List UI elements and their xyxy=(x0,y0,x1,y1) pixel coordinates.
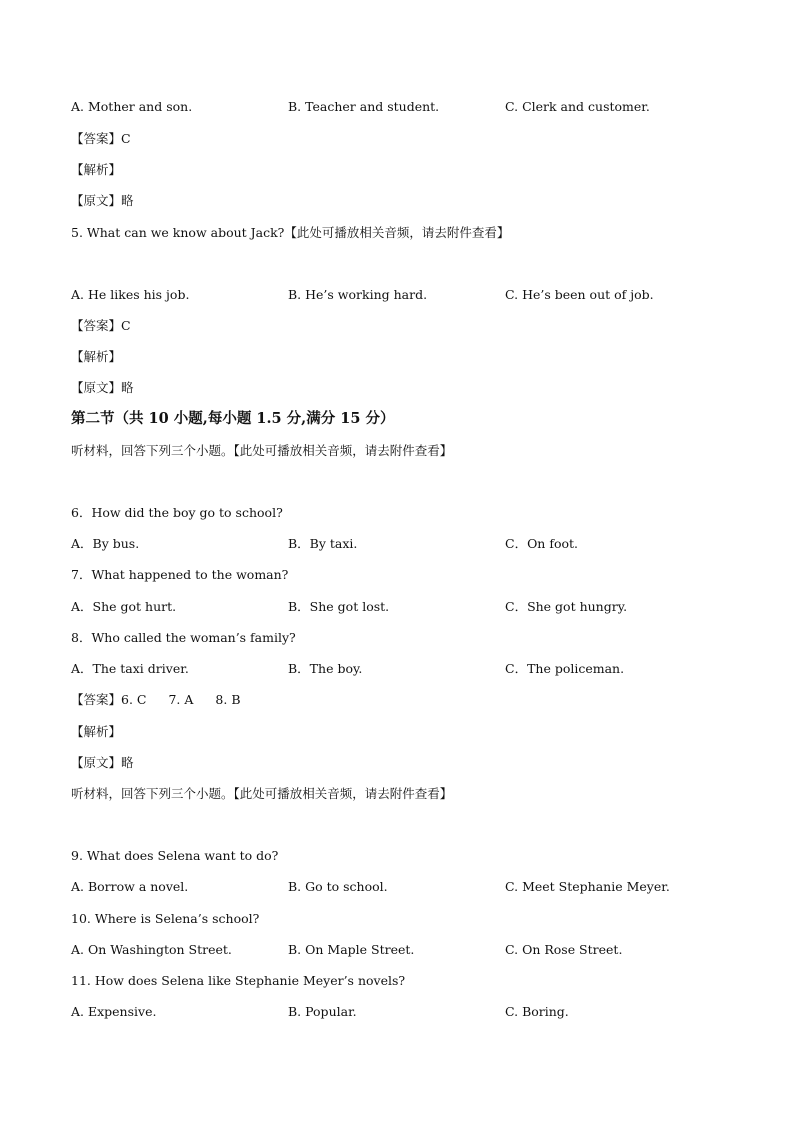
q7-question: 7．What happened to the woman? xyxy=(71,567,289,582)
q8-option-a: A．The taxi driver. xyxy=(71,661,189,676)
q9-question: 9. What does Selena want to do? xyxy=(71,848,279,863)
q4-original: 【原文】略 xyxy=(71,193,134,208)
q5-option-a: A. He likes his job. xyxy=(71,287,190,302)
q7-option-b: B．She got lost. xyxy=(288,599,390,614)
q6-question: 6．How did the boy go to school? xyxy=(71,505,283,520)
q4-answer: 【答案】C xyxy=(71,131,131,146)
q5-answer: 【答案】C xyxy=(71,318,131,333)
q7-option-a: A．She got hurt. xyxy=(71,599,177,614)
q5-option-b: B. He’s working hard. xyxy=(288,287,428,302)
q8-option-c: C．The policeman. xyxy=(505,661,625,676)
q11-option-b: B. Popular. xyxy=(288,1004,357,1019)
q4-option-a: A. Mother and son. xyxy=(71,99,193,114)
q5-option-c: C. He’s been out of job. xyxy=(505,287,654,302)
q5-original: 【原文】略 xyxy=(71,380,134,395)
q6-8-original: 【原文】略 xyxy=(71,755,134,770)
q9-option-a: A. Borrow a novel. xyxy=(71,879,189,894)
q4-analysis: 【解析】 xyxy=(71,162,122,177)
q8-question: 8．Who called the woman’s family? xyxy=(71,630,296,645)
q4-option-c: C. Clerk and customer. xyxy=(505,99,650,114)
q8-option-b: B．The boy. xyxy=(288,661,363,676)
q5-question: 5. What can we know about Jack?【此处可播放相关音频，请去附件查看】 xyxy=(71,225,510,240)
q5-analysis: 【解析】 xyxy=(71,349,122,364)
q9-option-b: B. Go to school. xyxy=(288,879,388,894)
q11-option-a: A. Expensive. xyxy=(71,1004,157,1019)
q10-option-c: C. On Rose Street. xyxy=(505,942,623,957)
q6-option-b: B．By taxi. xyxy=(288,536,358,551)
q6-8-analysis: 【解析】 xyxy=(71,724,122,739)
answer-8: 8. B xyxy=(215,692,241,707)
q7-option-c: C．She got hungry. xyxy=(505,599,628,614)
answer-label: 【答案】 xyxy=(71,692,122,707)
section2-intro-2: 听材料，回答下列三个小题。【此处可播放相关音频，请去附件查看】 xyxy=(71,786,453,801)
q6-option-a: A．By bus. xyxy=(71,536,140,551)
q10-option-b: B. On Maple Street. xyxy=(288,942,415,957)
q11-option-c: C. Boring. xyxy=(505,1004,569,1019)
q11-question: 11. How does Selena like Stephanie Meyer’s novels? xyxy=(71,973,406,988)
answer-7: 7. A xyxy=(168,692,194,707)
q4-option-b: B. Teacher and student. xyxy=(288,99,440,114)
q6-8-answers xyxy=(71,692,241,708)
q10-question: 10. Where is Selena’s school? xyxy=(71,911,260,926)
answer-6: 6. C xyxy=(121,692,147,707)
section2-intro-1: 听材料，回答下列三个小题。【此处可播放相关音频，请去附件查看】 xyxy=(71,443,453,458)
q9-option-c: C. Meet Stephanie Meyer. xyxy=(505,879,670,894)
q6-option-c: C．On foot. xyxy=(505,536,579,551)
q10-option-a: A. On Washington Street. xyxy=(71,942,232,957)
section2-title: 第二节（共 10 小题,每小题 1.5 分,满分 15 分） xyxy=(71,410,395,427)
